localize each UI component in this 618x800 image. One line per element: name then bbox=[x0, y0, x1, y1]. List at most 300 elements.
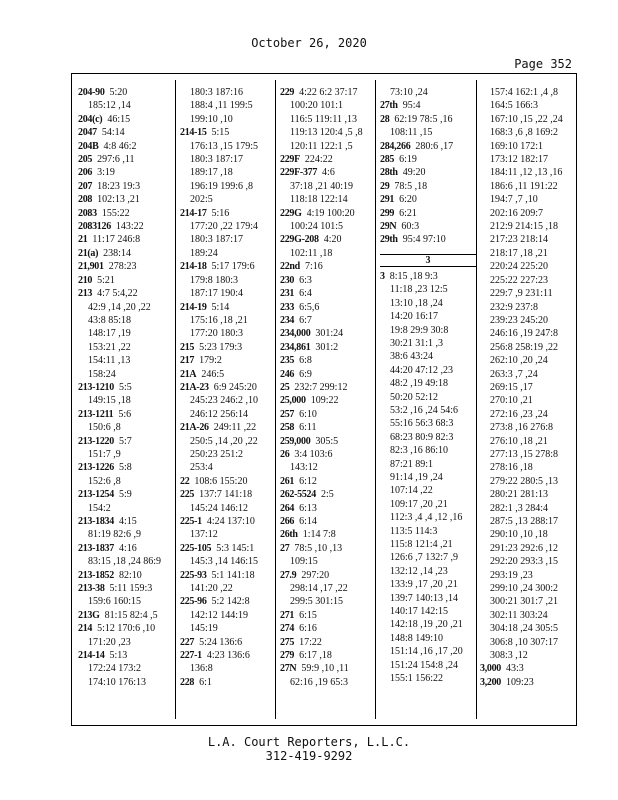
index-column-1 bbox=[78, 86, 176, 689]
index-entry-refs: 298:14 ,17 ,22 bbox=[290, 583, 348, 595]
index-refs: 5:8 bbox=[118, 462, 132, 474]
index-refs: 78:5 ,18 bbox=[394, 180, 428, 192]
index-refs: 5:21 bbox=[97, 274, 115, 286]
index-entry bbox=[78, 622, 176, 635]
index-entry-refs: 169:10 172:1 bbox=[490, 140, 544, 152]
index-entry bbox=[480, 662, 578, 675]
index-headword: 2083 bbox=[78, 207, 97, 219]
index-headword: 274 bbox=[280, 623, 295, 635]
index-refs: 95:4 97:10 bbox=[402, 234, 446, 246]
index-refs: 46:15 bbox=[107, 113, 131, 125]
index-headword: 21 bbox=[78, 234, 88, 246]
index-entry-refs: 202:16 209:7 bbox=[490, 207, 544, 219]
index-entry-refs: 109:15 bbox=[290, 556, 318, 568]
index-entry-refs: 141:20 ,22 bbox=[190, 583, 233, 595]
index-headword: 21A-26 bbox=[180, 422, 209, 434]
index-entry-refs: 299:5 301:15 bbox=[290, 596, 344, 608]
index-entry-refs: 43:8 85:18 bbox=[88, 314, 132, 326]
index-headword: 229G-208 bbox=[280, 234, 319, 246]
index-entry bbox=[180, 488, 278, 501]
index-entry bbox=[380, 180, 478, 193]
index-entry-refs: 82:3 ,16 86:10 bbox=[390, 445, 449, 457]
index-entry bbox=[180, 381, 278, 394]
index-refs: 4:24 137:10 bbox=[206, 516, 255, 527]
index-entry-refs: 145:19 bbox=[190, 623, 218, 635]
index-entry bbox=[180, 595, 278, 608]
index-headword: 2047 bbox=[78, 127, 97, 139]
index-entry-refs: 142:12 144:19 bbox=[190, 609, 249, 621]
index-entry-refs: 119:13 120:4 ,5 ,8 bbox=[290, 127, 363, 139]
index-entry bbox=[280, 408, 378, 421]
index-entry-refs: 308:3 ,12 bbox=[490, 650, 528, 662]
index-refs: 5:9 bbox=[118, 489, 132, 501]
index-entry bbox=[180, 475, 278, 488]
index-entry bbox=[180, 260, 278, 273]
index-entry-refs: 50:20 52:12 bbox=[390, 391, 439, 403]
index-entry bbox=[78, 649, 176, 662]
index-refs: 137:7 141:18 bbox=[199, 489, 253, 501]
index-column-3 bbox=[280, 86, 378, 689]
index-entry-refs: 180:3 187:17 bbox=[190, 154, 244, 166]
index-headword: 229G bbox=[280, 207, 302, 219]
index-entry-refs: 189:17 ,18 bbox=[190, 167, 233, 179]
index-entry-refs: 290:10 ,10 ,18 bbox=[490, 529, 548, 541]
index-headword: 213-1254 bbox=[78, 489, 114, 501]
index-entry bbox=[280, 260, 378, 273]
index-refs: 5:15 bbox=[211, 127, 230, 139]
index-refs: 232:7 299:12 bbox=[294, 381, 348, 393]
index-headword: 213-1834 bbox=[78, 516, 114, 527]
index-entry-refs: 280:21 281:13 bbox=[490, 489, 549, 501]
index-entry bbox=[280, 636, 378, 649]
index-headword: 246 bbox=[280, 368, 295, 380]
index-refs: 179:2 bbox=[199, 355, 222, 367]
index-entry bbox=[380, 140, 478, 153]
index-entry-refs: 269:15 ,17 bbox=[490, 381, 533, 393]
index-entry-refs: 172:24 173:2 bbox=[88, 663, 142, 675]
index-entry-refs: 250:23 251:2 bbox=[190, 448, 244, 460]
index-headword: 213-1226 bbox=[78, 462, 114, 474]
index-headword: 3,000 bbox=[480, 663, 502, 675]
index-headword: 261 bbox=[280, 475, 295, 487]
index-entry-refs: 272:16 ,23 ,24 bbox=[490, 408, 548, 420]
index-entry-refs: 107:14 ,22 bbox=[390, 485, 433, 497]
index-entry-refs: 151:24 154:8 ,24 bbox=[390, 659, 459, 671]
index-headword: 257 bbox=[280, 408, 295, 420]
index-entry-refs: 184:11 ,12 ,13 ,16 bbox=[490, 167, 563, 179]
index-headword: 225 bbox=[180, 489, 195, 501]
index-headword: 27th bbox=[380, 100, 398, 112]
index-entry-refs: 152:6 ,8 bbox=[88, 475, 121, 487]
index-entry bbox=[280, 166, 378, 179]
index-refs: 6:1 bbox=[199, 676, 212, 688]
index-entry bbox=[78, 220, 176, 233]
index-entry-refs: 38:6 43:24 bbox=[390, 351, 434, 363]
index-entry bbox=[280, 301, 378, 314]
index-refs: 1:14 7:8 bbox=[302, 529, 336, 541]
spacer bbox=[380, 247, 478, 251]
index-entry bbox=[280, 153, 378, 166]
index-column-2 bbox=[180, 86, 278, 689]
index-entry-refs: 188:4 ,11 199:5 bbox=[190, 100, 253, 112]
index-refs: 18:23 19:3 bbox=[97, 180, 141, 192]
index-headword: 28th bbox=[380, 167, 398, 179]
index-refs: 4:22 6:2 37:17 bbox=[299, 87, 358, 98]
index-entry bbox=[280, 327, 378, 340]
index-entry bbox=[78, 180, 176, 193]
index-entry bbox=[280, 368, 378, 381]
index-entry-refs: 68:23 80:9 82:3 bbox=[390, 431, 454, 443]
index-refs: 6:20 bbox=[399, 194, 417, 206]
index-entry bbox=[78, 247, 176, 260]
index-headword: 279 bbox=[280, 650, 295, 662]
section-heading: 3 bbox=[380, 254, 476, 267]
index-entry bbox=[78, 166, 176, 179]
index-entry bbox=[280, 233, 378, 246]
index-entry-refs: 157:4 162:1 ,4 ,8 bbox=[490, 87, 559, 98]
index-entry-refs: 137:12 bbox=[190, 529, 218, 541]
index-refs: 6:12 bbox=[299, 475, 317, 487]
index-entry-refs: 250:5 ,14 ,20 ,22 bbox=[190, 435, 258, 447]
index-refs: 6:15 bbox=[299, 609, 317, 621]
index-entry bbox=[180, 301, 278, 314]
index-refs: 5:7 bbox=[118, 435, 132, 447]
index-entry-refs: 151:14 ,16 ,17 ,20 bbox=[390, 646, 463, 658]
index-entry bbox=[180, 676, 278, 689]
index-headword: 258 bbox=[280, 422, 295, 434]
index-entry-refs: 126:6 ,7 132:7 ,9 bbox=[390, 552, 459, 564]
index-entry-refs: 53:2 ,16 ,24 54:6 bbox=[390, 404, 459, 416]
index-entry-refs: 91:14 ,19 ,24 bbox=[390, 471, 443, 483]
index-refs: 224:22 bbox=[304, 154, 333, 166]
index-entry-refs: 142:18 ,19 ,20 ,21 bbox=[390, 619, 463, 631]
index-headword: 213-1220 bbox=[78, 435, 114, 447]
index-entry bbox=[380, 207, 478, 220]
index-entry-refs: 151:7 ,9 bbox=[88, 448, 121, 460]
index-entry-refs: 176:13 ,15 179:5 bbox=[190, 140, 259, 152]
index-refs: 109:22 bbox=[310, 395, 339, 407]
index-entry-refs: 196:19 199:6 ,8 bbox=[190, 180, 254, 192]
index-entry-refs: 202:5 bbox=[190, 194, 213, 206]
index-refs: 249:11 ,22 bbox=[213, 422, 257, 434]
index-headword: 27 bbox=[280, 542, 290, 554]
index-entry-refs: 154:2 bbox=[88, 502, 111, 514]
index-entry-refs: 167:10 ,15 ,22 ,24 bbox=[490, 113, 563, 125]
index-headword: 235 bbox=[280, 355, 295, 367]
index-headword: 291 bbox=[380, 194, 395, 206]
index-refs: 8:15 ,18 9:3 bbox=[389, 270, 438, 282]
index-refs: 6:11 bbox=[299, 422, 317, 434]
index-refs: 5:23 179:3 bbox=[199, 341, 243, 353]
index-entry-refs: 306:8 ,10 307:17 bbox=[490, 636, 559, 648]
index-headword: 214-15 bbox=[180, 127, 207, 139]
index-refs: 6:4 bbox=[299, 288, 312, 300]
index-refs: 54:14 bbox=[101, 127, 125, 139]
index-headword: 259,000 bbox=[280, 435, 311, 447]
index-entry-refs: 300:21 301:7 ,21 bbox=[490, 596, 559, 608]
index-refs: 5:13 bbox=[109, 650, 128, 662]
index-entry bbox=[78, 207, 176, 220]
index-headword: 229 bbox=[280, 87, 295, 98]
index-refs: 6:21 bbox=[399, 207, 417, 219]
index-entry-refs: 253:4 bbox=[190, 462, 213, 474]
index-entry-refs: 262:10 ,20 ,24 bbox=[490, 355, 548, 367]
index-headword: 234 bbox=[280, 314, 295, 326]
index-refs: 6:16 bbox=[299, 623, 317, 635]
index-entry-refs: 11:18 ,23 12:5 bbox=[390, 284, 448, 296]
index-entry-refs: 245:23 246:2 ,10 bbox=[190, 395, 259, 407]
index-refs: 5:1 141:18 bbox=[211, 569, 255, 581]
index-entry-refs: 140:17 142:15 bbox=[390, 606, 449, 618]
index-entry bbox=[280, 207, 378, 220]
index-entry-refs: 194:7 ,7 ,10 bbox=[490, 194, 538, 206]
index-entry-refs: 148:17 ,19 bbox=[88, 328, 131, 340]
index-entry-refs: 55:16 56:3 68:3 bbox=[390, 418, 454, 430]
index-entry bbox=[280, 569, 378, 582]
index-entry bbox=[280, 435, 378, 448]
index-refs: 5:6 bbox=[118, 408, 132, 420]
index-headword: 275 bbox=[280, 636, 295, 648]
index-entry-refs: 159:6 160:15 bbox=[88, 596, 142, 608]
index-entry-refs: 158:24 bbox=[88, 368, 116, 380]
index-headword: 27N bbox=[280, 663, 297, 675]
index-headword: 214-19 bbox=[180, 301, 207, 313]
index-refs: 82:10 bbox=[118, 569, 142, 581]
index-refs: 6:5,6 bbox=[299, 301, 320, 313]
index-entry-refs: 100:20 101:1 bbox=[290, 100, 344, 112]
index-entry-refs: 48:2 ,19 49:18 bbox=[390, 378, 449, 390]
index-entry-refs: 239:23 245:20 bbox=[490, 314, 549, 326]
index-entry-refs: 199:10 ,10 bbox=[190, 113, 233, 125]
index-refs: 81:15 82:4 ,5 bbox=[104, 609, 158, 621]
index-entry bbox=[280, 274, 378, 287]
index-column-5 bbox=[480, 86, 578, 689]
index-entry bbox=[280, 448, 378, 461]
index-entry bbox=[180, 569, 278, 582]
index-entry bbox=[78, 274, 176, 287]
index-entry-refs: 136:8 bbox=[190, 663, 213, 675]
index-entry-refs: 174:10 176:13 bbox=[88, 676, 147, 688]
index-entry-refs: 282:1 ,3 284:4 bbox=[490, 502, 549, 514]
index-entry bbox=[280, 86, 378, 99]
index-headword: 227 bbox=[180, 636, 195, 648]
index-refs: 6:7 bbox=[299, 314, 312, 326]
index-entry-refs: 143:12 bbox=[290, 462, 318, 474]
index-entry-refs: 291:23 292:6 ,12 bbox=[490, 542, 559, 554]
index-entry bbox=[78, 233, 176, 246]
index-entry-refs: 102:11 ,18 bbox=[290, 247, 333, 259]
index-headword: 3,200 bbox=[480, 676, 502, 688]
index-entry-refs: 187:17 190:4 bbox=[190, 288, 244, 300]
index-entry bbox=[380, 166, 478, 179]
index-headword: 284,266 bbox=[380, 140, 411, 152]
index-entry-refs: 177:20 180:3 bbox=[190, 328, 244, 340]
index-headword: 217 bbox=[180, 355, 195, 367]
index-entry bbox=[280, 515, 378, 528]
index-entry bbox=[78, 260, 176, 273]
index-entry bbox=[380, 220, 478, 233]
index-entry bbox=[78, 86, 176, 99]
index-headword: 230 bbox=[280, 274, 295, 286]
index-entry bbox=[180, 368, 278, 381]
footer bbox=[0, 735, 618, 763]
index-refs: 297:20 bbox=[301, 569, 330, 581]
index-entry-refs: 292:20 293:3 ,15 bbox=[490, 556, 559, 568]
index-refs: 62:19 78:5 ,16 bbox=[394, 113, 453, 125]
index-refs: 3:4 103:6 bbox=[294, 448, 333, 460]
index-entry bbox=[180, 207, 278, 220]
index-entry-refs: 232:9 237:8 bbox=[490, 301, 539, 313]
index-headword: 228 bbox=[180, 676, 195, 688]
index-entry bbox=[280, 314, 378, 327]
index-entry bbox=[280, 502, 378, 515]
index-entry-refs: 175:16 ,18 ,21 bbox=[190, 314, 248, 326]
index-refs: 238:14 bbox=[103, 247, 131, 259]
index-entry bbox=[280, 381, 378, 394]
index-entry bbox=[380, 113, 478, 126]
index-headword: 227-1 bbox=[180, 650, 202, 662]
index-entry bbox=[78, 408, 176, 421]
index-refs: 5:16 bbox=[211, 207, 230, 219]
index-headword: 264 bbox=[280, 502, 295, 514]
index-entry-refs: 302:11 303:24 bbox=[490, 609, 548, 621]
index-headword: 271 bbox=[280, 609, 295, 621]
index-entry bbox=[280, 394, 378, 407]
index-refs: 5:17 179:6 bbox=[211, 261, 255, 273]
index-headword: 207 bbox=[78, 180, 93, 192]
index-refs: 5:3 145:1 bbox=[216, 542, 255, 554]
index-entry-refs: 83:15 ,18 ,24 86:9 bbox=[88, 556, 162, 568]
index-entry-refs: 42:9 ,14 ,20 ,22 bbox=[88, 301, 151, 313]
index-entry bbox=[280, 609, 378, 622]
index-entry-refs: 116:5 119:11 ,13 bbox=[290, 113, 357, 125]
index-entry bbox=[78, 488, 176, 501]
index-headword: 215 bbox=[180, 341, 195, 353]
index-headword: 213-38 bbox=[78, 583, 105, 595]
index-entry-refs: 263:3 ,7 ,24 bbox=[490, 368, 538, 380]
index-entry-refs: 62:16 ,19 65:3 bbox=[290, 676, 349, 688]
index-refs: 6:17 ,18 bbox=[299, 650, 332, 662]
index-entry bbox=[78, 140, 176, 153]
index-entry-refs: 180:3 187:16 bbox=[190, 87, 244, 98]
index-entry-refs: 276:10 ,18 ,21 bbox=[490, 435, 548, 447]
index-refs: 5:5 bbox=[118, 381, 132, 393]
index-refs: 59:9 ,10 ,11 bbox=[301, 663, 349, 675]
index-refs: 6:19 bbox=[399, 154, 417, 166]
index-entry-refs: 133:9 ,17 ,20 ,21 bbox=[390, 579, 458, 591]
index-refs: 5:11 159:3 bbox=[109, 583, 153, 595]
index-entry-refs: 217:23 218:14 bbox=[490, 234, 549, 246]
index-headword: 25,000 bbox=[280, 395, 306, 407]
index-entry bbox=[280, 341, 378, 354]
index-entry-refs: 112:3 ,4 ,4 ,12 ,16 bbox=[390, 512, 463, 524]
index-refs: 155:22 bbox=[101, 207, 130, 219]
index-headword: 233 bbox=[280, 301, 295, 313]
index-refs: 95:4 bbox=[402, 100, 421, 112]
index-entry-refs: 19:8 29:9 30:8 bbox=[390, 324, 449, 336]
index-refs: 3:19 bbox=[97, 167, 115, 179]
index-entry bbox=[380, 99, 478, 112]
index-headword: 21,901 bbox=[78, 261, 104, 273]
index-entry bbox=[78, 193, 176, 206]
index-entry-refs: 87:21 89:1 bbox=[390, 458, 434, 470]
index-headword: 214-17 bbox=[180, 207, 207, 219]
index-entry-refs: 179:8 180:3 bbox=[190, 274, 239, 286]
index-refs: 5:20 bbox=[109, 87, 128, 98]
index-entry bbox=[78, 153, 176, 166]
index-refs: 108:6 155:20 bbox=[194, 475, 248, 487]
index-entry-refs: 185:12 ,14 bbox=[88, 100, 131, 112]
index-headword: 213-1852 bbox=[78, 569, 114, 581]
index-entry-refs: 212:9 214:15 ,18 bbox=[490, 221, 559, 233]
index-refs: 102:13 ,21 bbox=[97, 194, 140, 206]
index-refs: 6:14 bbox=[299, 516, 317, 527]
index-entry-refs: 278:16 ,18 bbox=[490, 462, 533, 474]
index-entry-refs: 73:10 ,24 bbox=[390, 87, 428, 98]
index-entry bbox=[280, 354, 378, 367]
index-headword: 27.9 bbox=[280, 569, 297, 581]
index-headword: 3 bbox=[380, 270, 385, 282]
index-entry-refs: 120:11 122:1 ,5 bbox=[290, 140, 353, 152]
index-headword: 231 bbox=[280, 288, 295, 300]
index-entry bbox=[180, 636, 278, 649]
index-entry-refs: 149:15 ,18 bbox=[88, 395, 131, 407]
index-headword: 234,000 bbox=[280, 328, 311, 340]
index-refs: 11:17 246:8 bbox=[92, 234, 141, 246]
index-headword: 214 bbox=[78, 623, 93, 635]
index-entry-refs: 173:12 182:17 bbox=[490, 154, 549, 166]
index-headword: 213-1211 bbox=[78, 408, 114, 420]
index-refs: 5:14 bbox=[211, 301, 230, 313]
index-entry-refs: 100:24 101:5 bbox=[290, 221, 344, 233]
index-entry-refs: 37:18 ,21 40:19 bbox=[290, 180, 354, 192]
index-entry-refs: 148:8 149:10 bbox=[390, 632, 444, 644]
index-headword: 29N bbox=[380, 221, 397, 233]
index-refs: 43:3 bbox=[506, 663, 524, 675]
index-refs: 5:12 170:6 ,10 bbox=[97, 623, 156, 635]
index-headword: 213 bbox=[78, 288, 93, 300]
index-refs: 5:24 136:6 bbox=[199, 636, 243, 648]
index-refs: 301:2 bbox=[315, 341, 339, 353]
index-entry-refs: 154:11 ,13 bbox=[88, 355, 131, 367]
index-headword: 21(a) bbox=[78, 247, 99, 259]
index-entry bbox=[380, 153, 478, 166]
index-refs: 60:3 bbox=[401, 221, 420, 233]
index-refs: 143:22 bbox=[115, 221, 144, 233]
index-refs: 7:16 bbox=[304, 261, 323, 273]
index-entry bbox=[180, 421, 278, 434]
index-headword: 234,861 bbox=[280, 341, 311, 353]
index-refs: 297:6 ,11 bbox=[97, 154, 135, 166]
index-entry bbox=[78, 582, 176, 595]
index-headword: 213G bbox=[78, 609, 100, 621]
index-entry-refs: 304:18 ,24 305:5 bbox=[490, 623, 559, 635]
index-headword: 213-1837 bbox=[78, 542, 114, 554]
index-entry-refs: 44:20 47:12 ,23 bbox=[390, 364, 454, 376]
index-entry bbox=[180, 341, 278, 354]
index-entry-refs: 150:6 ,8 bbox=[88, 422, 121, 434]
index-headword: 225-1 bbox=[180, 516, 202, 527]
index-headword: 21A bbox=[180, 368, 197, 380]
index-entry bbox=[180, 649, 278, 662]
index-refs: 301:24 bbox=[315, 328, 344, 340]
index-entry bbox=[78, 569, 176, 582]
index-refs: 17:22 bbox=[299, 636, 322, 648]
index-entry bbox=[280, 622, 378, 635]
index-headword: 213-1210 bbox=[78, 381, 114, 393]
index-entry-refs: 177:20 ,22 179:4 bbox=[190, 221, 259, 233]
index-entry bbox=[78, 461, 176, 474]
